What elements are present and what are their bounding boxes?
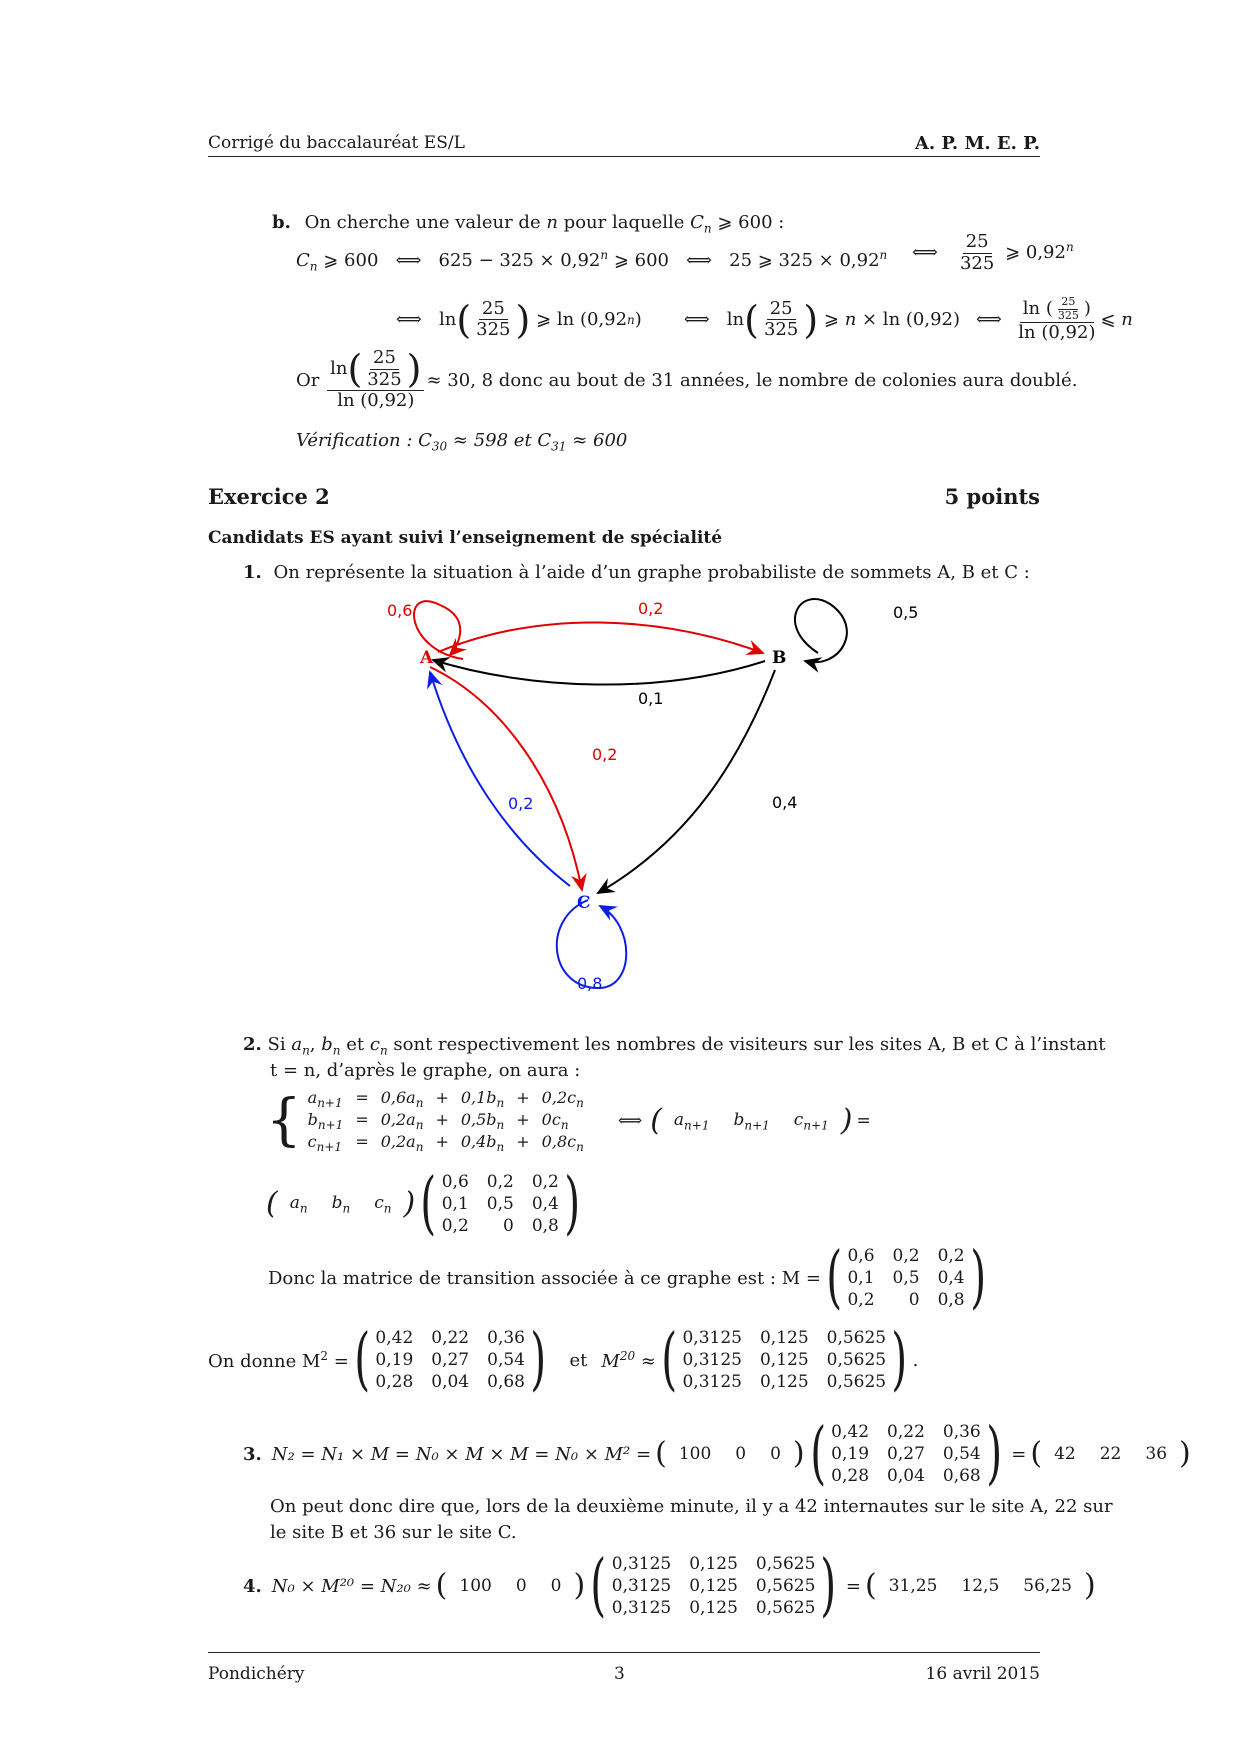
matrix-cell: 0,2 (937, 1246, 965, 1266)
matrix-cell: 0,4 (937, 1268, 965, 1288)
edge-A-C (430, 667, 582, 890)
matrix-M-inline: ( 0,6 0,2 0,2 0,1 0,5 0,4 0,2 0 0,8 ) (420, 1164, 581, 1243)
q4-eq: 4. N₀ × M²⁰ = N₂₀ ≈ ( 100 0 0 ) ( 0,3125 0,125 0,5625 0,3125 0,125 0,5625 0,3125 0,125 0,5625 ) = ( 31,25 12,5 56,25 ) (243, 1546, 1096, 1625)
matrix-cell: 0,68 (487, 1372, 525, 1392)
matrix-M20-q4: ( 0,3125 0,125 0,5625 0,3125 0,125 0,5625 0,3125 0,125 0,5625 ) (590, 1546, 837, 1625)
label-AC: 0,2 (592, 745, 618, 764)
q3-eq: 3. N₂ = N₁ × M = N₀ × M × M = N₀ × M² = ( 100 0 0 ) ( 0,42 0,22 0,36 0,19 0,27 0,54 0,28 0,04 0,68 ) = ( 42 22 36 ) (243, 1414, 1191, 1493)
matrix-cell: 0 (908, 1290, 920, 1310)
matrix-M: ( 0,6 0,2 0,2 0,1 0,5 0,4 0,2 0 0,8 ) (826, 1238, 986, 1317)
matrix-M2: ( 0,42 0,22 0,36 0,19 0,27 0,54 0,28 0,04 0,68 ) (354, 1320, 547, 1399)
edge-B-C (598, 670, 775, 893)
q2-text2: t = n, d’après le graphe, on aura : (270, 1060, 581, 1081)
ineq-line-2: ⟺ ln ( $\frac{25}{325}$ ) ⩾ ln (0,92 n ) ⟺ ln( $\frac{25}{325}$ ) ⩾ n × ln (0,92) ⟺ ln ( $\frac{25}{325}$ ) ln (0,92) ⩽ n (396, 295, 1133, 344)
matrix-cell: 0,5625 (826, 1350, 887, 1370)
matrix-cell: 0,42 (375, 1328, 414, 1348)
matrix-M2-q3: ( 0,42 0,22 0,36 0,19 0,27 0,54 0,28 0,04 0,68 ) (809, 1414, 1002, 1493)
q2-on-donne: On donne $M^2$ = ( 0,42 0,22 0,36 0,19 0,27 0,54 0,28 0,04 0,68 ) et $M^{20}$ ≈ ( 0,3125 0,125 0,5625 0,3125 0,125 0,5625 0,3125 0,125 0,5625 ) . (208, 1320, 919, 1399)
footer-date: 16 avril 2015 (925, 1664, 1040, 1684)
matrix-cell: 0,3125 (611, 1554, 672, 1574)
edge-A-B (438, 622, 763, 653)
matrix-cell: 0,19 (831, 1444, 870, 1464)
probabilistic-graph (360, 590, 920, 1010)
matrix-cell: 0,125 (689, 1576, 738, 1596)
matrix-cell: 0,125 (689, 1554, 738, 1574)
ineq-result: Or ln( $\frac{25}{325}$ ) ln (0,92) ≈ 30, 8 donc au bout de 31 années, le nombre de colonies aura doublé. (296, 347, 1078, 412)
node-C: C (577, 893, 591, 913)
matrix-cell: 0,5625 (755, 1598, 816, 1618)
q2-donc: Donc la matrice de transition associée à ce graphe est : M = ( 0,6 0,2 0,2 0,1 0,5 0,4 0,2 0 0,8 ) (268, 1244, 991, 1312)
verification: Vérification : $C_{30} \approx 598$ et $C_{31} \approx 600$ (296, 430, 628, 454)
matrix-cell: 0,27 (887, 1444, 925, 1464)
node-B: B (772, 648, 787, 668)
matrix-cell: 0,2 (486, 1172, 514, 1192)
q3-text: On peut donc dire que, lors de la deuxième minute, il y a 42 internautes sur le site A, 22 sur (270, 1496, 1113, 1517)
matrix-cell: 0 (503, 1216, 514, 1236)
exercise-title: Exercice 2 (208, 484, 330, 509)
matrix-cell: 0,8 (937, 1290, 965, 1310)
matrix-cell: 0,2 (847, 1290, 875, 1310)
matrix-cell: 0,8 (531, 1216, 559, 1236)
matrix-cell: 0,22 (431, 1328, 470, 1348)
label-CA: 0,2 (508, 794, 534, 813)
ineq-line-1-end: ⟺ $\frac{25}{325}$ ⩾ 0,92$^n$ (912, 231, 1074, 274)
q2-system: { $a_{n+1}$ = $0,6a_n$ + $0,1b_n$ + $0,2c_n$ $b_{n+1}$ = $0,2a_n$ + $0,5b_n$ + $0c_n$ $c_{n+1}$ = $0,2a_n$ + $0,4b_n$ + $0,8c_n$ ⟺ ( $a_{n+1}$ $b_{n+1}$ $c_{n+1}$ ) = (266, 1088, 871, 1155)
q2-row-times-M: ( $a_n$ $b_n$ $c_n$ ) ( 0,6 0,2 0,2 0,1 0,5 0,4 0,2 0 0,8 ) (266, 1170, 585, 1238)
label-AB: 0,2 (638, 599, 664, 618)
matrix-cell: 0,125 (759, 1350, 809, 1370)
matrix-cell: 0,19 (375, 1350, 414, 1370)
matrix-cell: 0,27 (431, 1350, 470, 1370)
label-CC: 0,8 (577, 974, 603, 993)
matrix-M20: ( 0,3125 0,125 0,5625 0,3125 0,125 0,5625 0,3125 0,125 0,5625 ) (661, 1320, 908, 1399)
matrix-cell: 0,04 (887, 1466, 925, 1486)
label-AA: 0,6 (387, 601, 413, 620)
matrix-cell: 0,28 (831, 1466, 870, 1486)
matrix-cell: 0,3125 (682, 1372, 742, 1392)
matrix-cell: 0,1 (441, 1194, 469, 1214)
header-left: Corrigé du baccalauréat ES/L (208, 133, 465, 153)
edge-B-A (433, 660, 765, 685)
edge-C-A (430, 672, 570, 886)
matrix-cell: 0,04 (431, 1372, 470, 1392)
matrix-cell: 0,5 (892, 1268, 920, 1288)
matrix-cell: 0,6 (441, 1172, 469, 1192)
matrix-cell: 0,5 (486, 1194, 514, 1214)
matrix-cell: 0,3125 (682, 1350, 742, 1370)
matrix-cell: 0,125 (759, 1328, 809, 1348)
matrix-cell: 0,5625 (826, 1328, 887, 1348)
footer-left: Pondichéry (208, 1664, 305, 1684)
footer-rule (208, 1652, 1040, 1653)
label-BA: 0,1 (638, 689, 664, 708)
node-A: A (420, 648, 434, 668)
q1: 1. On représente la situation à l’aide d’un graphe probabiliste de sommets A, B et C : (243, 562, 1030, 583)
matrix-cell: 0,3125 (611, 1598, 672, 1618)
label-BC: 0,4 (772, 793, 798, 812)
q2-text: 2. Si $a_n$, $b_n$ et $c_n$ sont respectivement les nombres de visiteurs sur les sites A, B et C à l’instant (243, 1034, 1106, 1058)
matrix-cell: 0,2 (531, 1172, 559, 1192)
footer-page-number: 3 (614, 1664, 625, 1684)
header-right: A. P. M. E. P. (914, 133, 1040, 154)
matrix-cell: 0,5625 (826, 1372, 887, 1392)
matrix-cell: 0,125 (759, 1372, 809, 1392)
partb-intro: b. On cherche une valeur de n pour laquelle $C_n$ ⩾ 600 : (272, 212, 785, 236)
matrix-cell: 0,6 (847, 1246, 875, 1266)
matrix-cell: 0,5625 (755, 1576, 816, 1596)
exercise-points: 5 points (944, 484, 1040, 509)
matrix-cell: 0,125 (689, 1598, 738, 1618)
exercise-subtitle: Candidats ES ayant suivi l’enseignement de spécialité (208, 528, 723, 548)
matrix-cell: 0,22 (887, 1422, 925, 1442)
matrix-cell: 0,2 (441, 1216, 469, 1236)
matrix-cell: 0,36 (487, 1328, 525, 1348)
matrix-cell: 0,3125 (682, 1328, 742, 1348)
header-rule (208, 156, 1040, 157)
matrix-cell: 0,4 (531, 1194, 559, 1214)
matrix-cell: 0,2 (892, 1246, 920, 1266)
q3-text2: le site B et 36 sur le site C. (270, 1522, 517, 1543)
ineq-line-1: $C_n$ ⩾ 600 ⟺ $625 - 325 \times 0,92^n$ ⩾ 600 ⟺ 25 ⩾ $325 \times 0,92^n$ (296, 248, 888, 274)
matrix-cell: 0,42 (831, 1422, 870, 1442)
matrix-cell: 0,36 (942, 1422, 981, 1442)
matrix-cell: 0,1 (847, 1268, 875, 1288)
matrix-cell: 0,5625 (755, 1554, 816, 1574)
matrix-cell: 0,54 (942, 1444, 981, 1464)
matrix-cell: 0,3125 (611, 1576, 672, 1596)
matrix-cell: 0,68 (942, 1466, 981, 1486)
matrix-cell: 0,54 (487, 1350, 525, 1370)
edge-B-B (795, 599, 847, 662)
label-BB: 0,5 (893, 603, 919, 622)
matrix-cell: 0,28 (375, 1372, 414, 1392)
